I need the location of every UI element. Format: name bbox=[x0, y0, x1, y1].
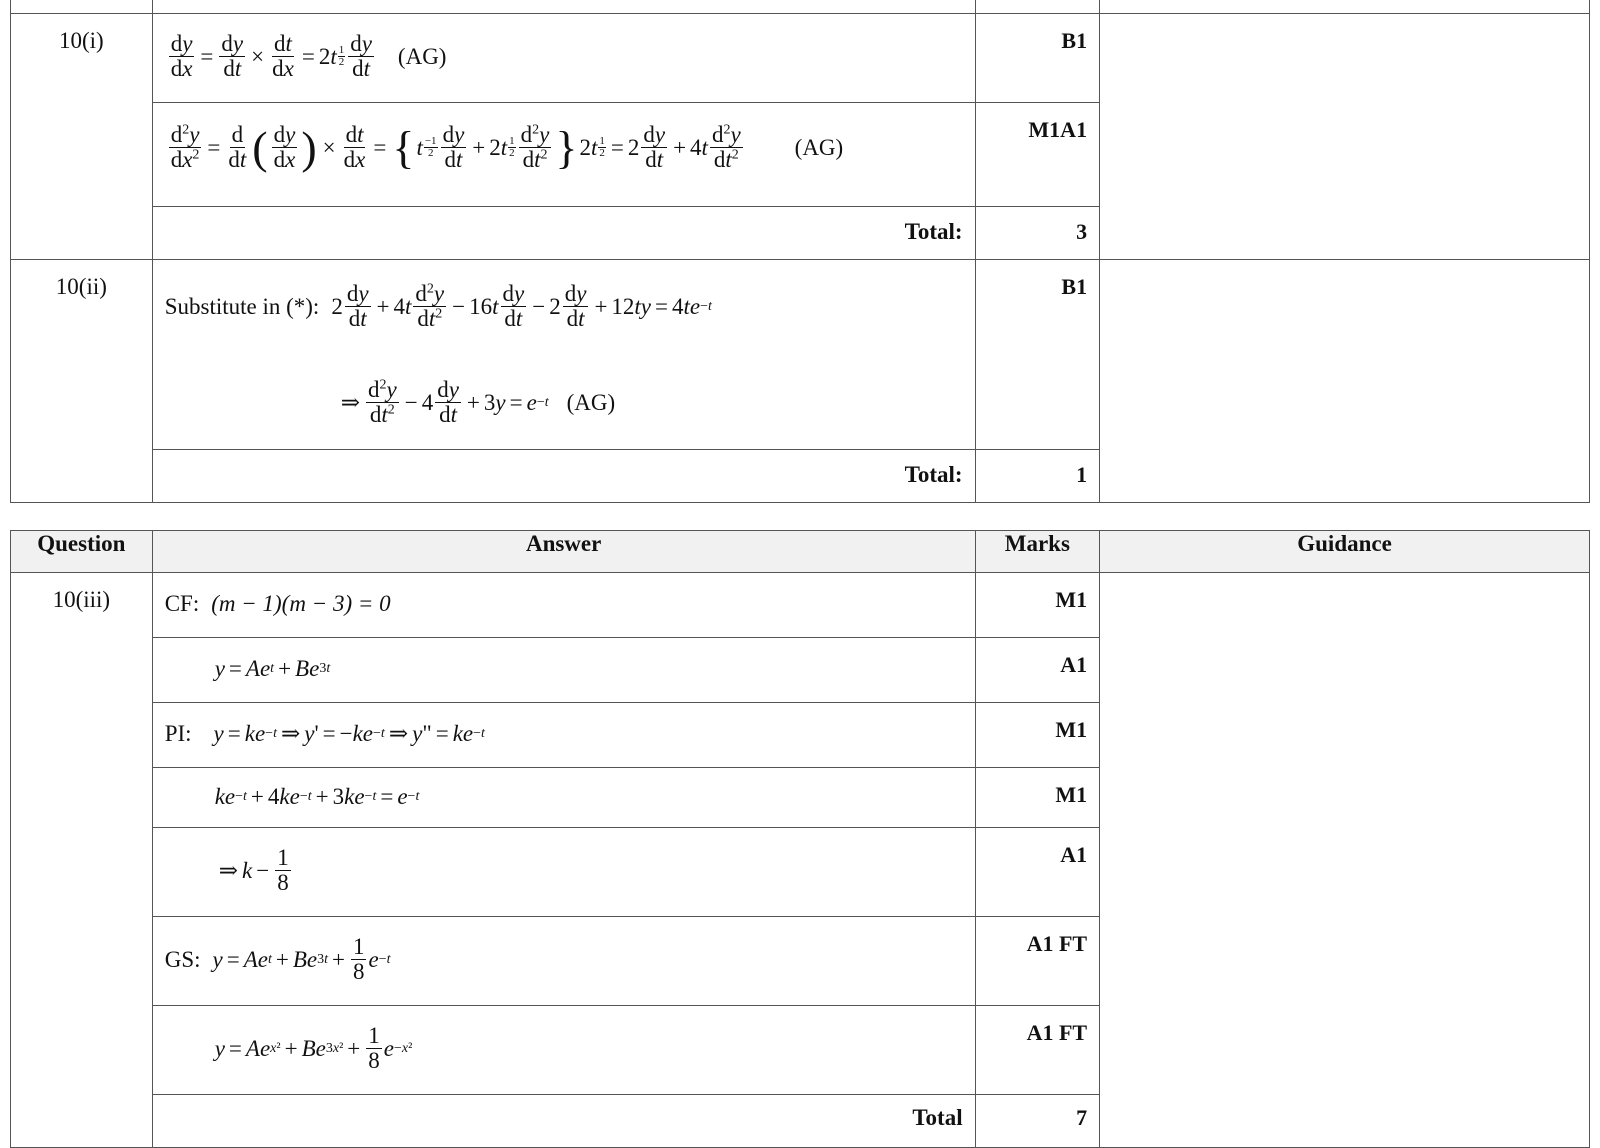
equation-k-value: ⇒ k − $\frac{1}{8}$ bbox=[218, 845, 289, 896]
mark-value: A1 FT bbox=[975, 917, 1099, 1006]
table-row bbox=[11, 260, 1590, 450]
answer-cell bbox=[152, 703, 975, 768]
equation-cf-solution: y = Ae t + Be 3t bbox=[214, 656, 331, 681]
equation-result: ⇒ $\frac{d^2y}{dt^2}$ − 4 $\frac{dy}{dt}$ + 3 y = e −t (AG) bbox=[340, 377, 616, 428]
answer-cell bbox=[152, 103, 975, 207]
total-label: Total: bbox=[152, 450, 975, 503]
mark-value: A1 bbox=[975, 828, 1099, 917]
equation-dydx: $\frac{dy}{dx}$ = $\frac{dy}{dt}$ × $\frac{dt}{dx}$ = 2 t 1 2 $\frac{dy}{dt}$ (AG) bbox=[170, 31, 447, 82]
mark-value: B1 bbox=[975, 260, 1099, 450]
mark-value: M1 bbox=[975, 703, 1099, 768]
header-answer: Answer bbox=[152, 531, 975, 573]
answer-cell bbox=[152, 14, 975, 103]
table-row bbox=[11, 14, 1590, 103]
answer-given-note: (AG) bbox=[566, 389, 616, 415]
mark-scheme-table-part2 bbox=[10, 530, 1590, 1148]
table-row bbox=[11, 573, 1590, 638]
table-header-row bbox=[11, 531, 1590, 573]
cf-label: CF: bbox=[164, 591, 200, 616]
mark-value: M1 bbox=[975, 768, 1099, 828]
mark-value: A1 bbox=[975, 638, 1099, 703]
equation-substitute: Substitute in (*): 2 $\frac{dy}{dt}$ + 4 t $\frac{d^2y}{dt^2}$ − 16 t $\frac{dy}{dt}$ − 2 $\frac{dy}{dt}$ + 12 ty = 4 te −t bbox=[164, 281, 712, 332]
answer-given-note: (AG) bbox=[794, 134, 844, 160]
answer-cell bbox=[152, 638, 975, 703]
answer-cell bbox=[152, 573, 975, 638]
table-row bbox=[11, 0, 1590, 14]
answer-cell bbox=[152, 1006, 975, 1095]
answer-given-note: (AG) bbox=[397, 43, 447, 69]
mark-value: M1 bbox=[975, 573, 1099, 638]
equation-pi: PI: y = ke −t ⇒ y ' = − ke −t ⇒ y " = ke −t bbox=[164, 721, 485, 746]
header-question: Question bbox=[11, 531, 153, 573]
mark-value: A1 FT bbox=[975, 1006, 1099, 1095]
equation-gs: GS: y = Ae t + Be 3t + $\frac{1}{8}$ e −t bbox=[164, 934, 391, 985]
pi-label: PI: bbox=[164, 721, 192, 746]
question-number: 10(ii) bbox=[11, 260, 153, 503]
guidance-cell bbox=[1100, 573, 1590, 1148]
question-number: 10(iii) bbox=[11, 573, 153, 1148]
cf-equation: (m − 1)(m − 3) = 0 bbox=[211, 591, 391, 616]
question-number: 10(i) bbox=[11, 14, 153, 260]
guidance-cell bbox=[1100, 14, 1590, 260]
equation-d2ydx2: $\frac{d^2y}{dx^2}$ = $\frac{d}{dt}$ ( $\frac{dy}{dx}$ ) × $\frac{dt}{dx}$ = { t −1 2 $\frac{dy}{dt}$ + 2 t 1 2 $\frac{d^2y}{dt^2}$ } 2 t $\frac{1}{2}$ = 2 $\frac{dy}{dt}$ + 4 t $\frac{d^2y}{dt^2}$ (AG) bbox=[170, 121, 844, 173]
total-label: Total bbox=[152, 1095, 975, 1148]
total-value: 1 bbox=[975, 450, 1099, 503]
header-marks: Marks bbox=[975, 531, 1099, 573]
mark-value: M1A1 bbox=[975, 103, 1099, 207]
total-value: 7 bbox=[975, 1095, 1099, 1148]
answer-cell bbox=[152, 260, 975, 450]
header-guidance: Guidance bbox=[1100, 531, 1590, 573]
answer-cell bbox=[152, 768, 975, 828]
guidance-cell bbox=[1100, 260, 1590, 503]
equation-final: y = Ae x² + Be 3x² + $\frac{1}{8}$ e −x² bbox=[214, 1023, 413, 1074]
answer-cell bbox=[152, 828, 975, 917]
equation-cf bbox=[165, 591, 391, 617]
answer-cell bbox=[152, 917, 975, 1006]
mark-scheme-table-part1 bbox=[10, 0, 1590, 503]
total-value: 3 bbox=[975, 207, 1099, 260]
equation-pi-substitution: ke −t + 4 ke −t + 3 ke −t = e −t bbox=[214, 784, 420, 809]
total-label: Total: bbox=[152, 207, 975, 260]
gs-label: GS: bbox=[164, 946, 201, 972]
substitute-label: Substitute in (*): bbox=[164, 293, 320, 319]
mark-value: B1 bbox=[975, 14, 1099, 103]
